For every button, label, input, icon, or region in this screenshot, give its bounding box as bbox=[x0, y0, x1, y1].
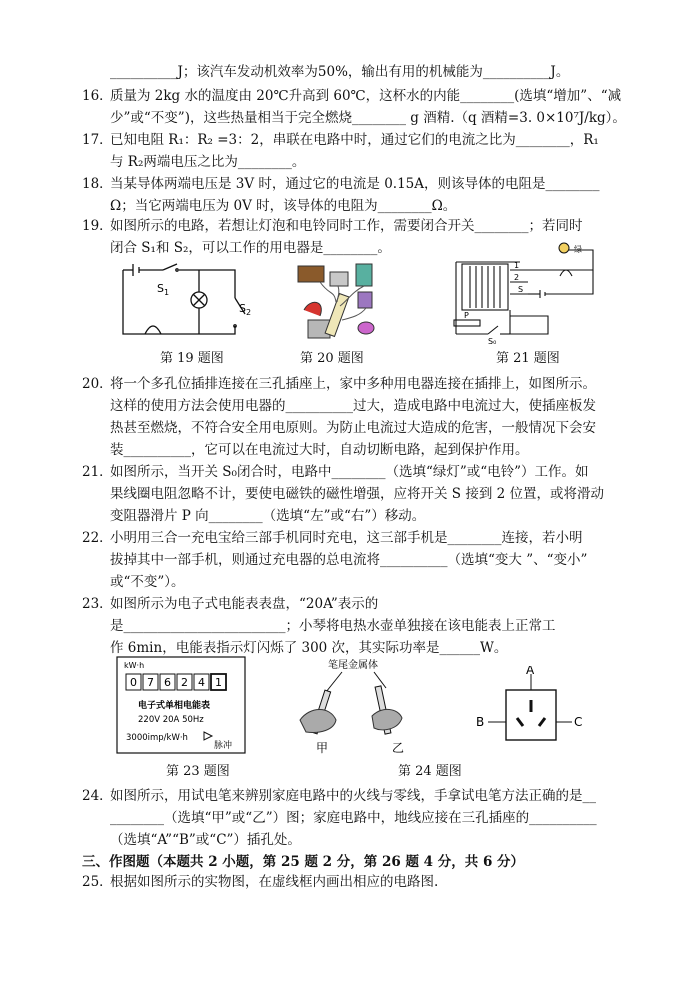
q20-line-2: 这样的使用方法会使用电器的__________过大，造成电路中电流过大，使插座板发 bbox=[110, 398, 596, 414]
q16-number: 16． bbox=[82, 88, 113, 104]
q18-line-2: Ω；当它两端电压为 0V 时，该导体的电阻为________Ω。 bbox=[110, 198, 457, 214]
q18-number: 18． bbox=[82, 176, 113, 192]
question-21-cont-2 bbox=[0, 504, 696, 528]
question-17 bbox=[0, 128, 696, 152]
fig19-s2-label: $S_2$ bbox=[239, 302, 252, 317]
fig24-metal-tail-label: 笔尾金属体 bbox=[328, 660, 378, 671]
question-20 bbox=[0, 372, 696, 396]
q19-number: 19． bbox=[82, 218, 113, 234]
socket-c-label: C bbox=[574, 715, 583, 729]
fig23-digit: 2 bbox=[181, 676, 188, 689]
q17-line-2: 与 R₂两端电压之比为________。 bbox=[110, 154, 306, 170]
fig20-appliances-illustration bbox=[290, 262, 390, 344]
fig23-digit: 1 bbox=[215, 676, 222, 689]
q23-line-3: 作 6min，电能表指示灯闪烁了 300 次，其实际功率是______W。 bbox=[110, 640, 508, 656]
fig23-spec: 220V 20A 50Hz bbox=[138, 715, 204, 725]
question-19 bbox=[0, 214, 696, 238]
three-pin-socket-diagram bbox=[466, 666, 596, 766]
q24-line-1: 如图所示，用试电笔来辨别家庭电路中的火线与零线，手拿试电笔方法正确的是__ bbox=[110, 788, 596, 804]
q20-number: 20． bbox=[82, 376, 113, 392]
fig23-imp: 3000imp/kW·h bbox=[126, 733, 188, 743]
fig21-caption: 第 21 题图 bbox=[496, 351, 560, 366]
question-20-cont-2 bbox=[0, 416, 696, 440]
q15-continuation: __________J；该汽车发动机效率为50%，输出有用的机械能为__________J。 bbox=[110, 64, 570, 80]
q18-line-1: 当某导体两端电压是 3V 时，通过它的电流是 0.15A，则该导体的电阻是________ bbox=[110, 176, 600, 192]
q23-line-1: 如图所示为电子式电能表表盘，“20A”表示的 bbox=[110, 596, 379, 612]
q22-number: 22． bbox=[82, 530, 113, 546]
fig21-contact-1-label: 1 bbox=[514, 261, 520, 270]
q23-number: 23． bbox=[82, 596, 113, 612]
question-20-cont-3 bbox=[0, 438, 696, 462]
fig23-pulse-label: 脉冲 bbox=[214, 741, 233, 751]
fig21-relay-circuit bbox=[448, 240, 603, 346]
q25-number: 25． bbox=[82, 874, 113, 890]
q20-line-1: 将一个多孔位插排连接在三孔插座上，家中多种用电器连接在插排上，如图所示。 bbox=[110, 376, 596, 392]
q21-line-1: 如图所示，当开关 S₀闭合时，电路中________（选填“绿灯”或“电铃”）工作。如 bbox=[110, 464, 589, 480]
fig21-green-lamp-label: 绿 bbox=[574, 245, 582, 254]
fig21-contact-2-label: 2 bbox=[514, 273, 520, 282]
fig24-caption: 第 24 题图 bbox=[398, 764, 462, 779]
question-24 bbox=[0, 784, 696, 808]
q23-line-2: 是________________________；小琴将电热水壶单独接在该电能表上正常工 bbox=[110, 618, 556, 634]
fig24-jia-label: 甲 bbox=[316, 741, 329, 755]
q22-line-3: 或“不变”）。 bbox=[110, 574, 185, 590]
q17-line-1: 已知电阻 R₁：R₂ =3：2，串联在电路中时，通过它们的电流之比为________，R₁ bbox=[110, 132, 599, 148]
question-17-cont bbox=[0, 150, 696, 174]
q19-line-1: 如图所示的电路，若想让灯泡和电铃同时工作，需要闭合开关________；若同时 bbox=[110, 218, 583, 234]
question-24-cont-1 bbox=[0, 806, 696, 830]
fig23-digit: 4 bbox=[198, 676, 205, 689]
fig19-caption: 第 19 题图 bbox=[160, 351, 224, 366]
question-23-cont-1 bbox=[0, 614, 696, 638]
socket-b-label: B bbox=[476, 715, 485, 729]
q16-line-1: 质量为 2kg 水的温度由 20℃升高到 60℃，这杯水的内能________(选填“增加”、“减 bbox=[110, 88, 622, 104]
fig23-unit-label: kW·h bbox=[124, 661, 145, 670]
q19-line-2: 闭合 S₁和 S₂，可以工作的用电器是________。 bbox=[110, 240, 391, 256]
question-22-cont-2 bbox=[0, 570, 696, 594]
fig23-digit: 0 bbox=[130, 676, 137, 689]
q17-number: 17． bbox=[82, 132, 113, 148]
q20-line-3: 热甚至燃烧，不符合安全用电原则。为防止电流过大造成的危害，一般情况下会安 bbox=[110, 420, 596, 436]
q21-line-3: 变阻器滑片 P 向________（选填“左”或“右”）移动。 bbox=[110, 508, 426, 524]
section-3-title: 三、作图题（本题共 2 小题，第 25 题 2 分，第 26 题 4 分，共 6 分） bbox=[82, 854, 525, 870]
fig23-digit: 6 bbox=[164, 676, 171, 689]
question-18 bbox=[0, 172, 696, 196]
question-24-cont-2 bbox=[0, 828, 696, 852]
q25-line-1: 根据如图所示的实物图，在虚线框内画出相应的电路图. bbox=[110, 874, 439, 890]
fig23-title: 电子式单相电能表 bbox=[138, 701, 211, 711]
fig23-caption: 第 23 题图 bbox=[166, 764, 230, 779]
fig21-s-label: S bbox=[518, 285, 524, 294]
fig23-electric-meter bbox=[116, 656, 246, 754]
fig21-p-label: P bbox=[464, 311, 469, 320]
answer-line-15 bbox=[0, 60, 696, 84]
question-16-cont bbox=[0, 106, 696, 130]
fig24-test-pen-illustration bbox=[290, 656, 440, 760]
fig19-circuit-diagram bbox=[115, 262, 265, 342]
fig19-s1-label: $S_1$ bbox=[157, 282, 170, 297]
q21-number: 21． bbox=[82, 464, 113, 480]
question-23 bbox=[0, 592, 696, 616]
q24-line-2: ________（选填“甲”或“乙”）图；家庭电路中，地线应接在三孔插座的__________ bbox=[110, 810, 597, 826]
fig20-caption: 第 20 题图 bbox=[300, 351, 364, 366]
question-21-cont-1 bbox=[0, 482, 696, 506]
fig24-yi-label: 乙 bbox=[392, 741, 405, 755]
question-16 bbox=[0, 84, 696, 108]
q21-line-2: 果线圈电阻忽略不计，要使电磁铁的磁性增强，应将开关 S 接到 2 位置，或将滑动 bbox=[110, 486, 605, 502]
question-22 bbox=[0, 526, 696, 550]
question-20-cont-1 bbox=[0, 394, 696, 418]
q20-line-4: 装__________，它可以在电流过大时，自动切断电路，起到保护作用。 bbox=[110, 442, 529, 458]
question-21 bbox=[0, 460, 696, 484]
q22-line-1: 小明用三合一充电宝给三部手机同时充电，这三部手机是________连接，若小明 bbox=[110, 530, 583, 546]
question-25 bbox=[0, 870, 696, 894]
socket-a-label: A bbox=[526, 666, 535, 677]
q16-line-2: 少”或“不变”)，这些热量相当于完全燃烧________ g 酒精.（q 酒精=3. 0×10⁷J/kg）。 bbox=[110, 110, 626, 126]
q22-line-2: 拔掉其中一部手机，则通过充电器的总电流将__________（选填“变大 ”、“变小” bbox=[110, 552, 588, 568]
q24-line-3: （选填“A”“B”或“C”）插孔处。 bbox=[110, 832, 301, 848]
question-22-cont-1 bbox=[0, 548, 696, 572]
q24-number: 24． bbox=[82, 788, 113, 804]
fig21-s0-label: S₀ bbox=[488, 337, 497, 346]
fig23-digit: 7 bbox=[147, 676, 154, 689]
